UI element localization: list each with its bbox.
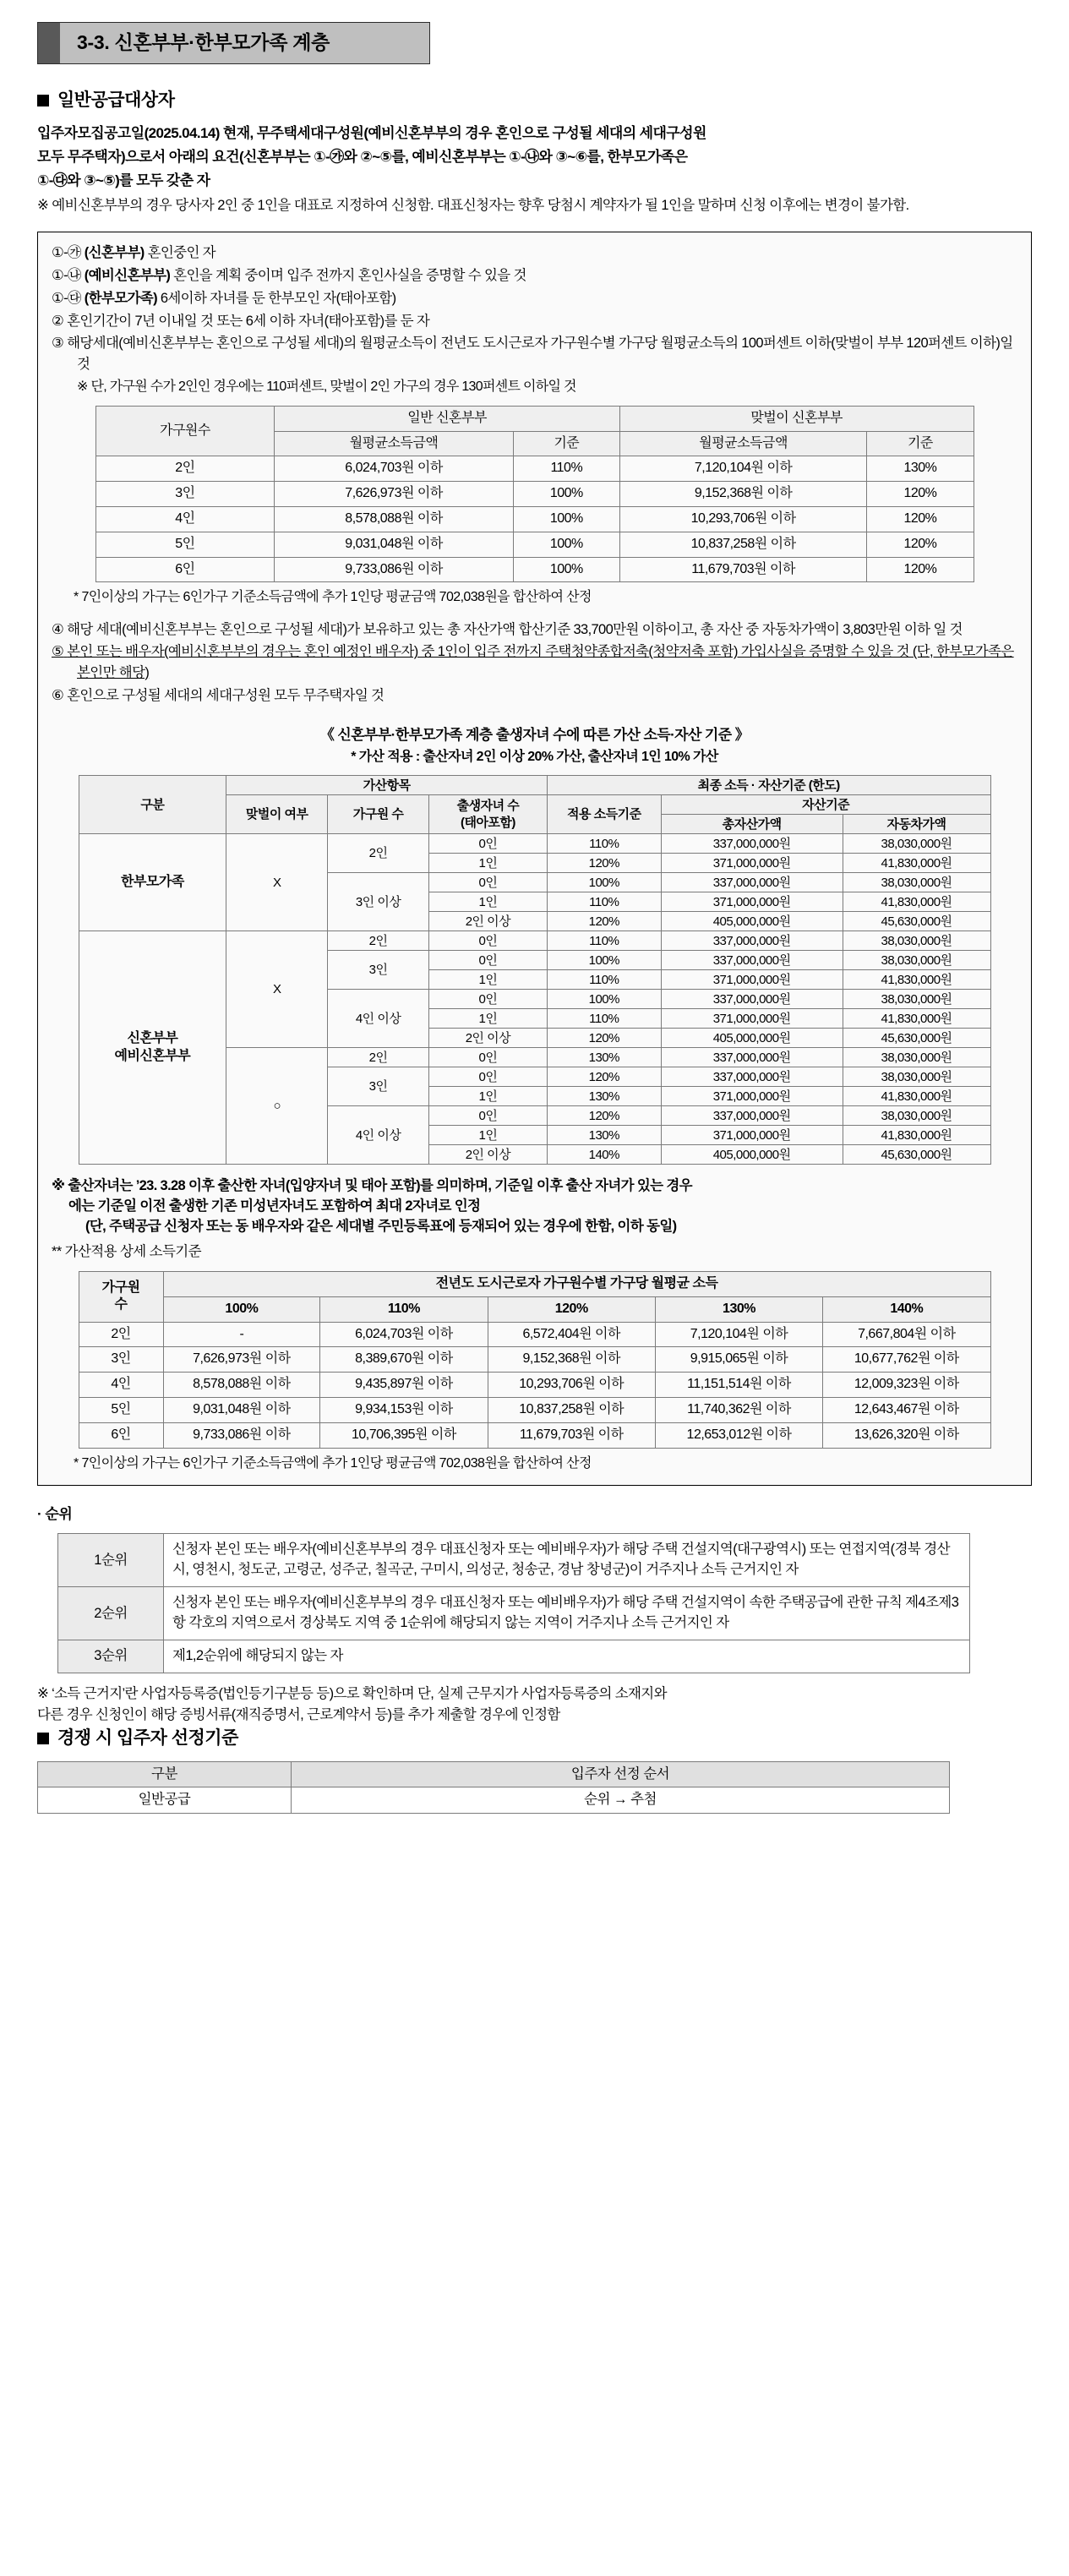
income-cell-size: 2인: [95, 456, 275, 482]
detail-cell-140: 13,626,320원 이하: [823, 1422, 990, 1448]
income-cell-dual-amount: 10,837,258원 이하: [619, 532, 867, 557]
gasan-group-name: [79, 931, 226, 1165]
gasan-car: 38,030,000원: [843, 951, 990, 970]
gasan-income: 120%: [547, 854, 661, 873]
gasan-car: 41,830,000원: [843, 970, 990, 990]
selection-table-wrap: [37, 1761, 1032, 1814]
gasan-group-name-line1: 신혼부부: [127, 1031, 178, 1046]
income-cell-gen-rate: 100%: [513, 506, 619, 532]
income-cell-gen-amount: 9,031,048원 이하: [275, 532, 513, 557]
birth-note-line-4: ** 가산적용 상세 소득기준: [52, 1244, 201, 1260]
income-th-group-general: 일반 신혼부부: [275, 406, 620, 431]
requirement-label: (한부모가족): [84, 290, 157, 306]
black-square-icon: [37, 1733, 49, 1744]
income-basis-note-line-1: ※ ‘소득 근거지’란 사업자등록증(법인등기구분등 등)으로 확인하며 단, 실제 근무지가 사업자등록증의 소재지와: [37, 1686, 667, 1702]
detail-cell-size: 6인: [79, 1422, 163, 1448]
income-th-dual-rate: 기준: [867, 431, 974, 456]
gasan-children: 1인: [429, 1126, 548, 1145]
gasan-asset: 371,000,000원: [661, 970, 843, 990]
gasan-children: 0인: [429, 951, 548, 970]
table-row: [38, 1787, 950, 1813]
requirement-label: (신혼부부): [84, 245, 145, 261]
requirement-item: [52, 333, 1017, 375]
gasan-car: 41,830,000원: [843, 892, 990, 912]
income-cell-dual-rate: 120%: [867, 482, 974, 507]
gasan-table: [79, 775, 991, 1165]
requirement-text: 본인 또는 배우자(예비신혼부부의 경우는 혼인 예정인 배우자) 중 1인이 입주 전까지 주택청약종합저축(청약저축 포함) 가입사실을 증명할 수 있을 것 (단, 한부모가족은 본인만 해당): [67, 644, 1014, 681]
detail-cell-130: 12,653,012원 이하: [655, 1422, 822, 1448]
detail-cell-130: 7,120,104원 이하: [655, 1322, 822, 1347]
income-table-header-row-1: [95, 406, 974, 431]
table-row: [79, 1322, 990, 1347]
gasan-th-children: [429, 795, 548, 834]
gasan-asset: 371,000,000원: [661, 892, 843, 912]
general-para-text-2: 모두 무주택자)으로서 아래의 요건(신혼부부는 ①-㉮와 ②~⑤를, 예비신혼부부는 ①-㉯와 ③~⑥를, 한부모가족은: [37, 149, 688, 166]
detail-income-footnote: * 7인이상의 가구는 6인가구 기준소득금액에 추가 1인당 평균금액 702,038원을 합산하여 산정: [74, 1455, 592, 1471]
gasan-car: 41,830,000원: [843, 1087, 990, 1106]
gasan-income: 120%: [547, 1106, 661, 1126]
priority-rank: 3순위: [58, 1640, 164, 1673]
gasan-children: 0인: [429, 1106, 548, 1126]
gasan-income: 120%: [547, 1067, 661, 1087]
gasan-income: 110%: [547, 931, 661, 951]
gasan-car: 38,030,000원: [843, 931, 990, 951]
detail-cell-130: 9,915,065원 이하: [655, 1347, 822, 1373]
heading-selection-criteria: [37, 1726, 1032, 1751]
gasan-household: 4인 이상: [328, 990, 429, 1048]
selection-th-order: 입주자 선정 순서: [292, 1762, 950, 1787]
income-cell-size: 6인: [95, 557, 275, 582]
detail-cell-size: 5인: [79, 1398, 163, 1423]
gasan-car: 38,030,000원: [843, 990, 990, 1009]
gasan-group-name: 한부모가족: [79, 834, 226, 931]
gasan-income: 140%: [547, 1145, 661, 1165]
requirement-marker: ①-㉮: [52, 245, 81, 261]
gasan-household: 3인: [328, 1067, 429, 1106]
income-cell-gen-amount: 6,024,703원 이하: [275, 456, 513, 482]
gasan-asset: 337,000,000원: [661, 1048, 843, 1067]
gasan-income: 110%: [547, 892, 661, 912]
income-cell-dual-rate: 120%: [867, 506, 974, 532]
income-cell-gen-amount: 7,626,973원 이하: [275, 482, 513, 507]
gasan-asset: 337,000,000원: [661, 834, 843, 854]
section-banner: [37, 22, 430, 64]
detail-th-col-120: 120%: [488, 1296, 655, 1322]
income-basis-note-line-2: 다른 경우 신청인이 해당 증빙서류(재직증명서, 근로계약서 등)를 추가 제출할 경우에 인정함: [37, 1706, 560, 1722]
selection-table: [37, 1761, 950, 1814]
gasan-household: 4인 이상: [328, 1106, 429, 1165]
gasan-asset: 371,000,000원: [661, 854, 843, 873]
income-cell-dual-rate: 120%: [867, 557, 974, 582]
income-cell-size: 5인: [95, 532, 275, 557]
detail-cell-120: 10,837,258원 이하: [488, 1398, 655, 1423]
income-cell-gen-rate: 100%: [513, 557, 619, 582]
gasan-children: 1인: [429, 854, 548, 873]
requirement-text: 혼인으로 구성될 세대의 세대구성원 모두 무주택자일 것: [67, 687, 385, 703]
heading-selection-criteria-label: 경쟁 시 입주자 선정기준: [57, 1727, 238, 1748]
birth-note-line-1: ※ 출산자녀는 ’23. 3.28 이후 출산한 자녀(입양자녀 및 태아 포함)를 의미하며, 기준일 이후 출산 자녀가 있는 경우: [52, 1178, 692, 1194]
detail-cell-120: 9,152,368원 이하: [488, 1347, 655, 1373]
requirement-marker: ②: [52, 313, 64, 329]
gasan-children: 1인: [429, 1087, 548, 1106]
detail-cell-size: 4인: [79, 1373, 163, 1398]
requirement-item: [52, 641, 1017, 684]
gasan-car: 38,030,000원: [843, 1067, 990, 1087]
gasan-asset: 337,000,000원: [661, 1067, 843, 1087]
gasan-children: 1인: [429, 1009, 548, 1029]
gasan-car: 41,830,000원: [843, 1126, 990, 1145]
requirement-item: [52, 265, 1017, 287]
income-cell-size: 3인: [95, 482, 275, 507]
gasan-children: 2인 이상: [429, 1145, 548, 1165]
requirement-marker: ⑥: [52, 687, 64, 703]
gasan-income: 100%: [547, 990, 661, 1009]
banner-accent-bar: [38, 23, 60, 63]
income-cell-gen-amount: 9,733,086원 이하: [275, 557, 513, 582]
detail-cell-100: 8,578,088원 이하: [163, 1373, 320, 1398]
general-para-line-2: [37, 147, 1032, 168]
gasan-th-income-std: 적용 소득기준: [547, 795, 661, 834]
gasan-th-children-line1: 출생자녀 수: [456, 799, 520, 814]
requirement-marker: ③: [52, 336, 64, 352]
table-row: [79, 1373, 990, 1398]
detail-th-household-line1: 가구원: [101, 1280, 140, 1295]
gasan-income: 100%: [547, 951, 661, 970]
requirement-text: 해당 세대(예비신혼부부는 혼인으로 구성될 세대)가 보유하고 있는 총 자산가액 합산기준 33,700만원 이하이고, 총 자산 중 자동차가액이 3,803만원 이하 일 것: [67, 621, 963, 637]
table-row: [79, 931, 990, 951]
gasan-asset: 337,000,000원: [661, 990, 843, 1009]
gasan-table-wrap: [52, 775, 1017, 1165]
gasan-th-gasan-item: 가산항목: [226, 776, 548, 795]
income-th-gen-amount: 월평균소득금액: [275, 431, 513, 456]
requirement-text: 혼인을 계획 중이며 입주 전까지 혼인사실을 증명할 수 있을 것: [173, 268, 526, 284]
gasan-children: 0인: [429, 1067, 548, 1087]
gasan-children: 0인: [429, 873, 548, 892]
income-th-dual-amount: 월평균소득금액: [619, 431, 867, 456]
gasan-dual-flag: ○: [226, 1048, 328, 1165]
gasan-car: 45,630,000원: [843, 1145, 990, 1165]
requirement-item: [52, 685, 1017, 707]
income-cell-dual-rate: 130%: [867, 456, 974, 482]
detail-cell-120: 10,293,706원 이하: [488, 1373, 655, 1398]
gasan-car: 38,030,000원: [843, 1106, 990, 1126]
selection-cell-order: 순위 → 추첨: [292, 1787, 950, 1813]
detail-cell-140: 12,643,467원 이하: [823, 1398, 990, 1423]
requirement-text: 6세이하 자녀를 둔 한부모인 자(태아포함): [160, 290, 396, 306]
income-cell-gen-rate: 110%: [513, 456, 619, 482]
gasan-th-children-line2: (태아포함): [460, 815, 515, 830]
gasan-car: 38,030,000원: [843, 873, 990, 892]
gasan-th-dual: 맞벌이 여부: [226, 795, 328, 834]
detail-cell-110: 9,435,897원 이하: [320, 1373, 488, 1398]
birth-note-line-2: 에는 기준일 이전 출생한 기존 미성년자녀도 포함하여 최대 2자녀로 인정: [68, 1198, 481, 1214]
heading-general-supply: [37, 88, 1032, 113]
income-table: [95, 406, 974, 583]
detail-header-row-2: [79, 1296, 990, 1322]
requirement-label: (예비신혼부부): [84, 268, 171, 284]
gasan-income: 130%: [547, 1126, 661, 1145]
income-th-group-dual: 맞벌이 신혼부부: [619, 406, 974, 431]
gasan-th-asset-std: 자산기준: [661, 795, 990, 815]
table-row: [79, 1347, 990, 1373]
gasan-children: 0인: [429, 931, 548, 951]
priority-desc: 제1,2순위에 해당되지 않는 자: [164, 1640, 970, 1673]
requirement-sub-note: ※ 단, 가구원 수가 2인인 경우에는 110퍼센트, 맞벌이 2인 가구의 경우 130퍼센트 이하일 것: [77, 379, 576, 394]
detail-th-main: 전년도 도시근로자 가구원수별 가구당 월평균 소득: [163, 1272, 990, 1297]
table-row: [95, 557, 974, 582]
income-cell-dual-amount: 7,120,104원 이하: [619, 456, 867, 482]
table-row: [95, 506, 974, 532]
gasan-th-car-asset: 자동차가액: [843, 815, 990, 834]
gasan-dual-flag: X: [226, 834, 328, 931]
requirement-text: 혼인기간이 7년 이내일 것 또는 6세 이하 자녀(태아포함)를 둔 자: [67, 313, 430, 329]
priority-desc: 신청자 본인 또는 배우자(예비신혼부부의 경우 대표신청자 또는 예비배우자)가 해당 주택 건설지역(대구광역시) 또는 연접지역(경북 경산시, 영천시, 청도군, 고령군, 성주군, 칠곡군, 구미시, 의성군, 청송군, 경남 창녕군)이 거주지나 소득 근거지인 자: [164, 1534, 970, 1587]
gasan-car: 38,030,000원: [843, 834, 990, 854]
detail-cell-120: 6,572,404원 이하: [488, 1322, 655, 1347]
gasan-asset: 371,000,000원: [661, 1087, 843, 1106]
gasan-asset: 405,000,000원: [661, 1145, 843, 1165]
heading-general-supply-label: 일반공급대상자: [57, 90, 175, 110]
general-para-text-1: 입주자모집공고일(2025.04.14) 현재, 무주택세대구성원(예비신혼부부의 경우 혼인으로 구성될 세대의 세대구성원: [37, 125, 706, 142]
detail-cell-size: 3인: [79, 1347, 163, 1373]
gasan-income: 110%: [547, 834, 661, 854]
general-para-line-3: [37, 171, 1032, 192]
gasan-children: 0인: [429, 990, 548, 1009]
priority-rank: 2순위: [58, 1587, 164, 1640]
income-table-wrap: [52, 406, 1017, 583]
selection-th-gubun: 구분: [38, 1762, 292, 1787]
gasan-th-gubun: 구분: [79, 776, 226, 834]
gasan-income: 120%: [547, 912, 661, 931]
gasan-income: 130%: [547, 1087, 661, 1106]
gasan-asset: 371,000,000원: [661, 1126, 843, 1145]
general-para-text-3: ①-㉰와 ③~⑤)를 모두 갖춘 자: [37, 172, 210, 188]
detail-th-col-100: 100%: [163, 1296, 320, 1322]
detail-th-col-130: 130%: [655, 1296, 822, 1322]
gasan-title: 《 신혼부부·한부모가족 계층 출생자녀 수에 따른 가산 소득·자산 기준 》: [319, 726, 750, 743]
detail-cell-110: 10,706,395원 이하: [320, 1422, 488, 1448]
gasan-children: 2인 이상: [429, 1029, 548, 1048]
priority-table: [57, 1533, 970, 1673]
gasan-household: 3인 이상: [328, 873, 429, 931]
priority-heading-label: 순위: [45, 1505, 73, 1522]
birth-note-block: [52, 1176, 1017, 1263]
gasan-group-name-line2: 예비신혼부부: [114, 1048, 191, 1063]
detail-cell-100: 9,031,048원 이하: [163, 1398, 320, 1423]
gasan-car: 45,630,000원: [843, 1029, 990, 1048]
priority-table-wrap: [37, 1533, 1032, 1673]
detail-cell-130: 11,740,362원 이하: [655, 1398, 822, 1423]
detail-th-col-140: 140%: [823, 1296, 990, 1322]
gasan-car: 41,830,000원: [843, 854, 990, 873]
income-table-footnote: * 7인이상의 가구는 6인가구 기준소득금액에 추가 1인당 평균금액 702,038원을 합산하여 산정: [74, 590, 592, 605]
gasan-household: 3인: [328, 951, 429, 990]
banner-title: 3-3. 신혼부부·한부모가족 계층: [60, 23, 429, 63]
income-cell-dual-amount: 11,679,703원 이하: [619, 557, 867, 582]
gasan-asset: 337,000,000원: [661, 1106, 843, 1126]
general-note: ※ 예비신혼부부의 경우 당사자 2인 중 1인을 대표로 지정하여 신청함. 대표신청자는 향후 당첨시 계약자가 될 1인을 말하며 신청 이후에는 변경이 불가함.: [37, 198, 909, 214]
requirement-marker: ①-㉯: [52, 268, 81, 284]
requirement-marker: ⑤: [52, 644, 64, 660]
detail-cell-140: 7,667,804원 이하: [823, 1322, 990, 1347]
gasan-car: 41,830,000원: [843, 1009, 990, 1029]
detail-cell-110: 9,934,153원 이하: [320, 1398, 488, 1423]
requirement-text: 해당세대(예비신혼부부는 혼인으로 구성될 세대)의 월평균소득이 전년도 도시근로자 가구원수별 가구당 월평균소득의 100퍼센트 이하(맞벌이 부부 120퍼센트 이하)일 것: [67, 336, 1013, 373]
priority-rank: 1순위: [58, 1534, 164, 1587]
detail-cell-140: 12,009,323원 이하: [823, 1373, 990, 1398]
table-row: [79, 1398, 990, 1423]
income-cell-gen-rate: 100%: [513, 482, 619, 507]
gasan-asset: 371,000,000원: [661, 1009, 843, 1029]
general-para-line-1: [37, 123, 1032, 145]
requirement-item: [52, 243, 1017, 264]
detail-th-col-110: 110%: [320, 1296, 488, 1322]
gasan-children: 2인 이상: [429, 912, 548, 931]
requirement-marker: ④: [52, 621, 64, 637]
gasan-children: 1인: [429, 892, 548, 912]
income-cell-gen-rate: 100%: [513, 532, 619, 557]
gasan-children: 0인: [429, 834, 548, 854]
gasan-household: 2인: [328, 931, 429, 951]
income-cell-dual-rate: 120%: [867, 532, 974, 557]
gasan-car: 38,030,000원: [843, 1048, 990, 1067]
gasan-income: 110%: [547, 1009, 661, 1029]
gasan-income: 100%: [547, 873, 661, 892]
gasan-asset: 337,000,000원: [661, 873, 843, 892]
priority-heading: [37, 1504, 1032, 1525]
detail-cell-130: 11,151,514원 이하: [655, 1373, 822, 1398]
income-th-household: 가구원수: [95, 406, 275, 456]
priority-desc: 신청자 본인 또는 배우자(예비신혼부부의 경우 대표신청자 또는 예비배우자)가 해당 주택 건설지역이 속한 주택공급에 관한 규칙 제4조제3항 각호의 지역으로서 경상북도 지역 중 1순위에 해당되지 않는 지역이 거주지나 소득 근거지인 자: [164, 1587, 970, 1640]
detail-income-table: [79, 1271, 991, 1449]
detail-th-household-line2: 수: [114, 1297, 128, 1313]
detail-cell-110: 6,024,703원 이하: [320, 1322, 488, 1347]
gasan-car: 45,630,000원: [843, 912, 990, 931]
table-row: [58, 1640, 970, 1673]
detail-cell-140: 10,677,762원 이하: [823, 1347, 990, 1373]
table-row: [58, 1534, 970, 1587]
gasan-asset: 405,000,000원: [661, 912, 843, 931]
gasan-asset: 337,000,000원: [661, 951, 843, 970]
gasan-th-household: 가구원 수: [328, 795, 429, 834]
table-row: [79, 834, 990, 854]
gasan-asset: 405,000,000원: [661, 1029, 843, 1048]
detail-income-table-wrap: [52, 1271, 1017, 1449]
table-row: [58, 1587, 970, 1640]
gasan-household: 2인: [328, 834, 429, 873]
requirement-text: 혼인중인 자: [147, 245, 215, 261]
income-th-gen-rate: 기준: [513, 431, 619, 456]
gasan-household: 2인: [328, 1048, 429, 1067]
detail-cell-size: 2인: [79, 1322, 163, 1347]
gasan-children: 0인: [429, 1048, 548, 1067]
birth-note-line-3: (단, 주택공급 신청자 또는 동 배우자와 같은 세대별 주민등록표에 등재되어 있는 경우에 한함, 이하 동일): [85, 1219, 677, 1235]
gasan-income: 110%: [547, 970, 661, 990]
requirements-box: [37, 232, 1032, 1486]
requirement-marker: ①-㉰: [52, 290, 81, 306]
table-row: [95, 456, 974, 482]
detail-cell-100: 9,733,086원 이하: [163, 1422, 320, 1448]
detail-cell-110: 8,389,670원 이하: [320, 1347, 488, 1373]
gasan-th-final: 최종 소득 · 자산기준 (한도): [547, 776, 990, 795]
bullet-dot-icon: ·: [37, 1505, 42, 1522]
detail-cell-100: 7,626,973원 이하: [163, 1347, 320, 1373]
gasan-subtitle: * 가산 적용 : 출산자녀 2인 이상 20% 가산, 출산자녀 1인 10% 가산: [351, 750, 718, 765]
income-cell-gen-amount: 8,578,088원 이하: [275, 506, 513, 532]
gasan-asset: 337,000,000원: [661, 931, 843, 951]
gasan-income: 120%: [547, 1029, 661, 1048]
requirement-item: [52, 619, 1017, 641]
gasan-children: 1인: [429, 970, 548, 990]
income-cell-dual-amount: 9,152,368원 이하: [619, 482, 867, 507]
table-row: [95, 482, 974, 507]
detail-cell-120: 11,679,703원 이하: [488, 1422, 655, 1448]
gasan-dual-flag: X: [226, 931, 328, 1048]
income-cell-size: 4인: [95, 506, 275, 532]
gasan-header-row-1: [79, 776, 990, 795]
table-row: [95, 532, 974, 557]
requirement-item: [52, 288, 1017, 309]
black-square-icon: [37, 95, 49, 106]
detail-header-row-1: [79, 1272, 990, 1297]
table-row: [79, 1422, 990, 1448]
selection-header-row: [38, 1762, 950, 1787]
selection-cell-gubun: 일반공급: [38, 1787, 292, 1813]
income-cell-dual-amount: 10,293,706원 이하: [619, 506, 867, 532]
detail-th-household: [79, 1272, 163, 1323]
requirement-item: [52, 311, 1017, 332]
gasan-income: 130%: [547, 1048, 661, 1067]
detail-cell-100: -: [163, 1322, 320, 1347]
gasan-th-total-asset: 총자산가액: [661, 815, 843, 834]
